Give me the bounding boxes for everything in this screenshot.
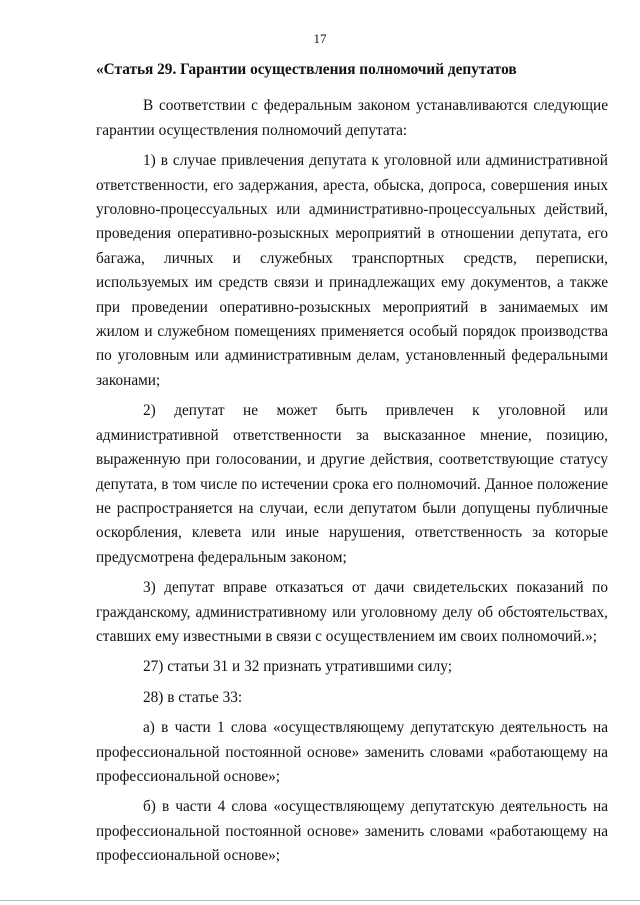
paragraph-item-2: 2) депутат не может быть привлечен к уголовной или административной ответственности за высказанное мнение, позицию, выраженную при голосовании, и другие действия, соответствующие статусу депутата, в том числе по истечении срока его полномочий. Данное положение не распространяется на случаи, если депутатом были допущены публичные оскорбления, клевета или иные нарушения, ответственность за которые предусмотрена федеральным законом; [96, 402, 608, 566]
paragraph-intro: В соответствии с федеральным законом устанавливаются следующие гарантии осуществления полномочий депутата: [96, 97, 608, 139]
paragraph-item-3: 3) депутат вправе отказаться от дачи свидетельских показаний по гражданскому, административному или уголовному делу об обстоятельствах, ставших ему известными в связи с осуществлением им своих полномочий.»; [96, 579, 608, 645]
paragraph-item-28b: б) в части 4 слова «осуществляющему депутатскую деятельность на профессиональной постоянной основе» заменить словами «работающему на профессиональной основе»; [96, 798, 608, 865]
document-body [96, 58, 608, 875]
paragraph-item-27: 27) статьи 31 и 32 признать утратившими силу; [143, 658, 452, 676]
paragraph-item-1: 1) в случае привлечения депутата к уголовной или административной ответственности, его задержания, ареста, обыска, допроса, совершения иных уголовно-процессуальных или административно-процессуальных действий, проведения оперативно-розыскных мероприятий в отношении депутата, его багажа, личных и служебных транспортных средств, переписки, используемых им средств связи и принадлежащих ему документов, а также при проведении оперативно-розыскных мероприятий в занимаемых им жилом и служебном помещениях применяется особый порядок производства по уголовным или административным делам, установленный федеральными законами; [96, 152, 608, 389]
article-title: «Статья 29. Гарантии осуществления полномочий депутатов [96, 61, 517, 78]
scan-edge-divider [0, 900, 640, 901]
paragraph-item-28: 28) в статье 33: [143, 688, 243, 706]
page-number: 17 [313, 31, 327, 46]
paragraph-item-28a: а) в части 1 слова «осуществляющему депутатскую деятельность на профессиональной постоянной основе» заменить словами «работающему на профессиональной основе»; [96, 719, 608, 785]
